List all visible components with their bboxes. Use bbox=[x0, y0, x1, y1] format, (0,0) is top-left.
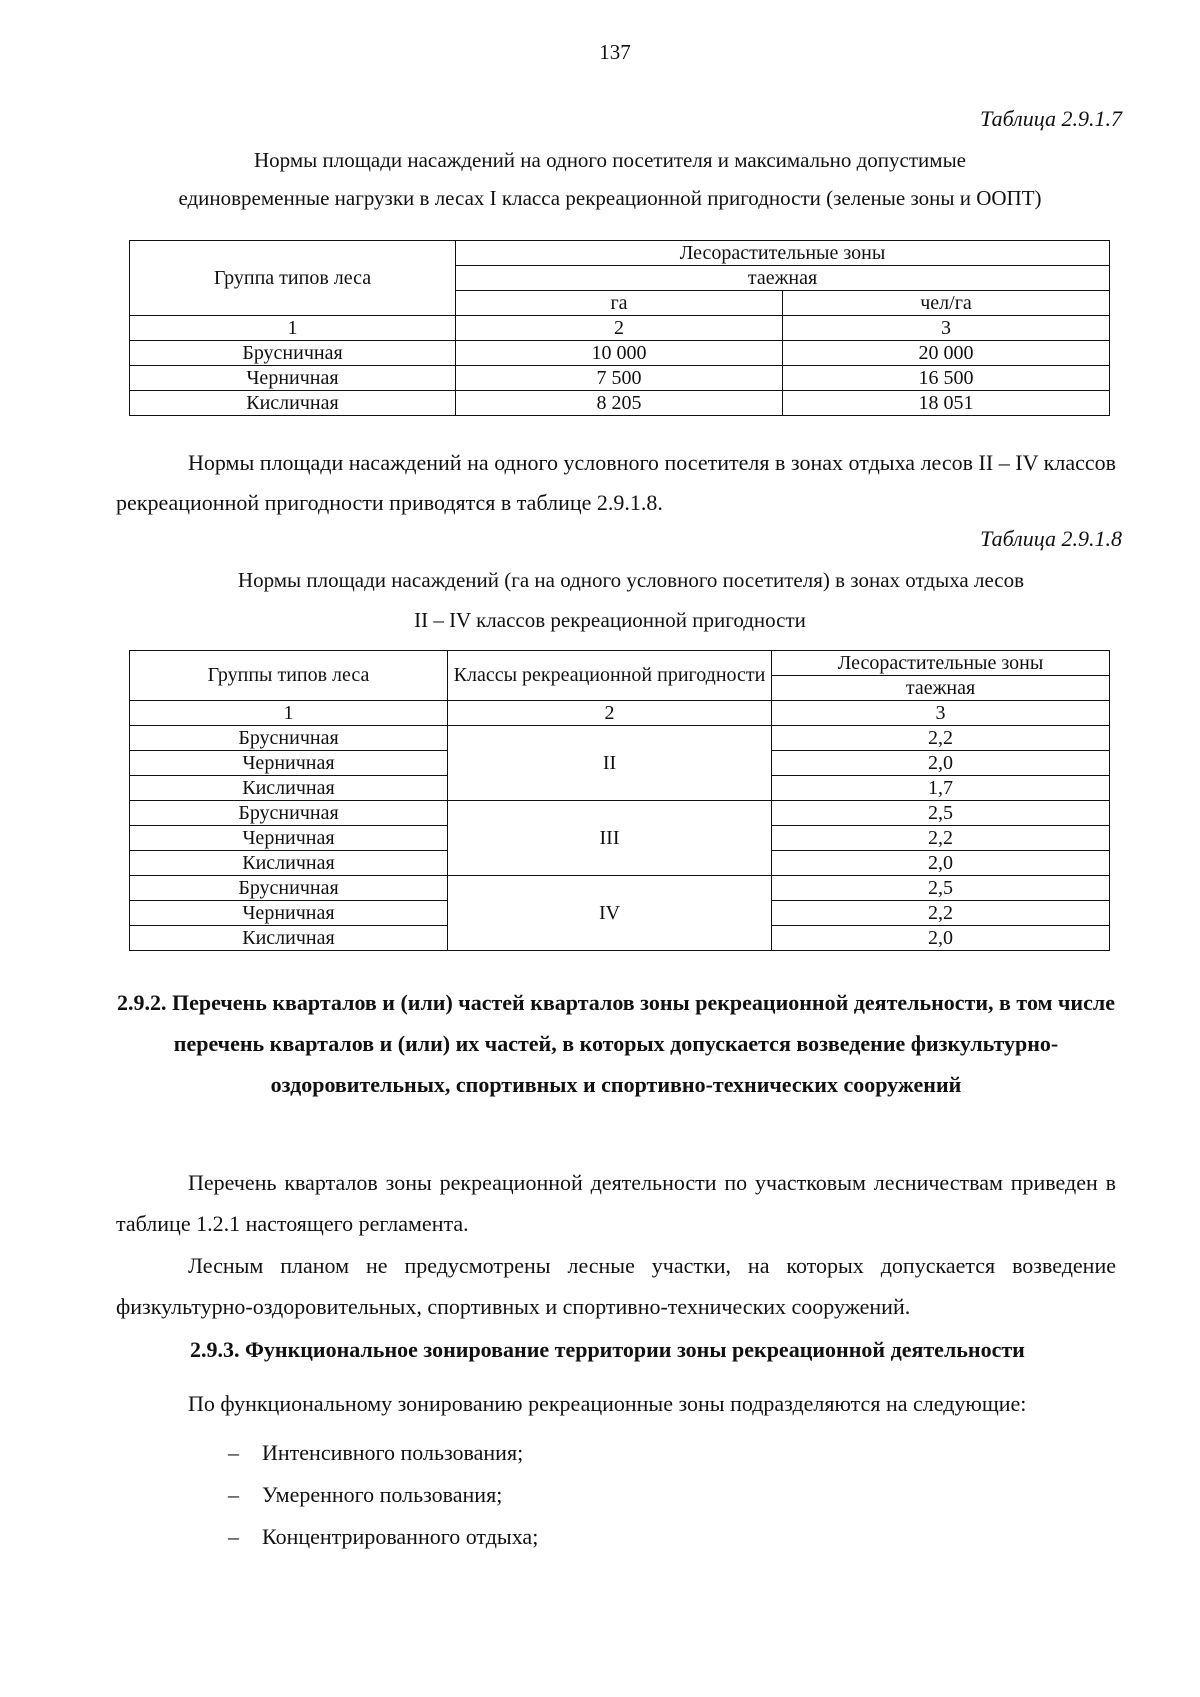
table1-cell-per-ha: 18 051 bbox=[783, 391, 1110, 416]
zoning-list bbox=[228, 1432, 538, 1558]
list-item bbox=[228, 1474, 538, 1516]
table-row bbox=[130, 801, 1110, 826]
table2-cell-group: Кисличная bbox=[130, 926, 448, 951]
table2-caption-line1: Нормы площади насаждений (га на одного условного посетителя) в зонах отдыха лесов bbox=[237, 568, 1025, 592]
table2-cell-value: 1,7 bbox=[772, 776, 1110, 801]
paragraph-forest-plan: Лесным планом не предусмотрены лесные участки, на которых допускается возведение физкультурно-оздоровительных, спортивных и спортивно-технических сооружений. bbox=[116, 1253, 1116, 1319]
table2-cell-group: Брусничная bbox=[130, 801, 448, 826]
table-row bbox=[130, 876, 1110, 901]
table2-colnum: 3 bbox=[772, 701, 1110, 726]
table1-header-zone: таежная bbox=[456, 266, 1110, 291]
paragraph-table-2918-intro: Нормы площади насаждений на одного условного посетителя в зонах отдыха лесов II – IV классов рекреационной пригодности приводятся в таблице 2.9.1.8. bbox=[116, 450, 1116, 515]
table-row bbox=[130, 341, 1110, 366]
table1-cell-group: Черничная bbox=[130, 366, 456, 391]
list-dash: – bbox=[228, 1440, 239, 1465]
table1-cell-group: Брусничная bbox=[130, 341, 456, 366]
table1-cell-per-ha: 20 000 bbox=[783, 341, 1110, 366]
list-dash: – bbox=[228, 1482, 239, 1507]
table2-cell-value: 2,0 bbox=[772, 851, 1110, 876]
table2-cell-value: 2,5 bbox=[772, 876, 1110, 901]
list-dash: – bbox=[228, 1524, 239, 1549]
table2-header-zone: таежная bbox=[772, 676, 1110, 701]
table2-cell-class: III bbox=[448, 801, 772, 876]
table-row bbox=[130, 391, 1110, 416]
table2-colnum: 1 bbox=[130, 701, 448, 726]
table2-cell-value: 2,0 bbox=[772, 751, 1110, 776]
paragraph-quarters-list: Перечень кварталов зоны рекреационной деятельности по участковым лесничествам приведен в таблице 1.2.1 настоящего регламента. bbox=[116, 1170, 1116, 1236]
table2-caption-line2: II – IV классов рекреационной пригодности bbox=[414, 608, 806, 632]
section-heading-2-9-2: 2.9.2. Перечень кварталов и (или) частей кварталов зоны рекреационной деятельности, в том числе перечень кварталов и (или) их частей, в которых допускается возведение физкультурно-оздоровительных, спортивных и спортивно-технических сооружений bbox=[117, 990, 1115, 1097]
table2-cell-class: IV bbox=[448, 876, 772, 951]
table2-cell-value: 2,2 bbox=[772, 901, 1110, 926]
table-row bbox=[130, 366, 1110, 391]
table1-cell-ha: 7 500 bbox=[456, 366, 783, 391]
table2-label: Таблица 2.9.1.8 bbox=[980, 526, 1122, 551]
table2-header-zones: Лесорастительные зоны bbox=[772, 651, 1110, 676]
table1-header-col2: га bbox=[456, 291, 783, 316]
table1-header-col3: чел/га bbox=[783, 291, 1110, 316]
table2-header-class: Классы рекреационной пригодности bbox=[448, 651, 772, 701]
table1-label: Таблица 2.9.1.7 bbox=[980, 106, 1122, 131]
list-item bbox=[228, 1432, 538, 1474]
table2-cell-group: Черничная bbox=[130, 751, 448, 776]
table2-cell-group: Брусничная bbox=[130, 876, 448, 901]
table1-colnum: 3 bbox=[783, 316, 1110, 341]
table1-header-group: Группа типов леса bbox=[130, 241, 456, 316]
table2-cell-group: Брусничная bbox=[130, 726, 448, 751]
table1-cell-ha: 8 205 bbox=[456, 391, 783, 416]
paragraph-zoning-intro: По функциональному зонированию рекреационные зоны подразделяются на следующие: bbox=[188, 1391, 1027, 1416]
table2 bbox=[129, 650, 1110, 951]
table2-cell-group: Кисличная bbox=[130, 776, 448, 801]
page-number: 137 bbox=[599, 40, 631, 64]
table1-caption-line2: единовременные нагрузки в лесах I класса рекреационной пригодности (зеленые зоны и ООПТ) bbox=[178, 186, 1042, 210]
table2-cell-value: 2,2 bbox=[772, 826, 1110, 851]
table2-cell-value: 2,5 bbox=[772, 801, 1110, 826]
list-item bbox=[228, 1516, 538, 1558]
table1-cell-per-ha: 16 500 bbox=[783, 366, 1110, 391]
list-item-text: Концентрированного отдыха; bbox=[262, 1524, 539, 1549]
table2-cell-group: Черничная bbox=[130, 826, 448, 851]
table1-cell-ha: 10 000 bbox=[456, 341, 783, 366]
table1-header-zones: Лесорастительные зоны bbox=[456, 241, 1110, 266]
table2-cell-value: 2,0 bbox=[772, 926, 1110, 951]
table2-cell-value: 2,2 bbox=[772, 726, 1110, 751]
table2-colnum: 2 bbox=[448, 701, 772, 726]
table-row bbox=[130, 726, 1110, 751]
table2-header-group: Группы типов леса bbox=[130, 651, 448, 701]
table2-cell-class: II bbox=[448, 726, 772, 801]
list-item-text: Умеренного пользования; bbox=[262, 1482, 503, 1507]
table2-cell-group: Черничная bbox=[130, 901, 448, 926]
table1-caption-line1: Нормы площади насаждений на одного посетителя и максимально допустимые bbox=[253, 148, 966, 172]
section-heading-2-9-3: 2.9.3. Функциональное зонирование территории зоны рекреационной деятельности bbox=[190, 1337, 1025, 1362]
table2-cell-group: Кисличная bbox=[130, 851, 448, 876]
table1-colnum: 2 bbox=[456, 316, 783, 341]
table1 bbox=[129, 240, 1110, 416]
table1-cell-group: Кисличная bbox=[130, 391, 456, 416]
list-item-text: Интенсивного пользования; bbox=[262, 1440, 524, 1465]
table1-colnum: 1 bbox=[130, 316, 456, 341]
